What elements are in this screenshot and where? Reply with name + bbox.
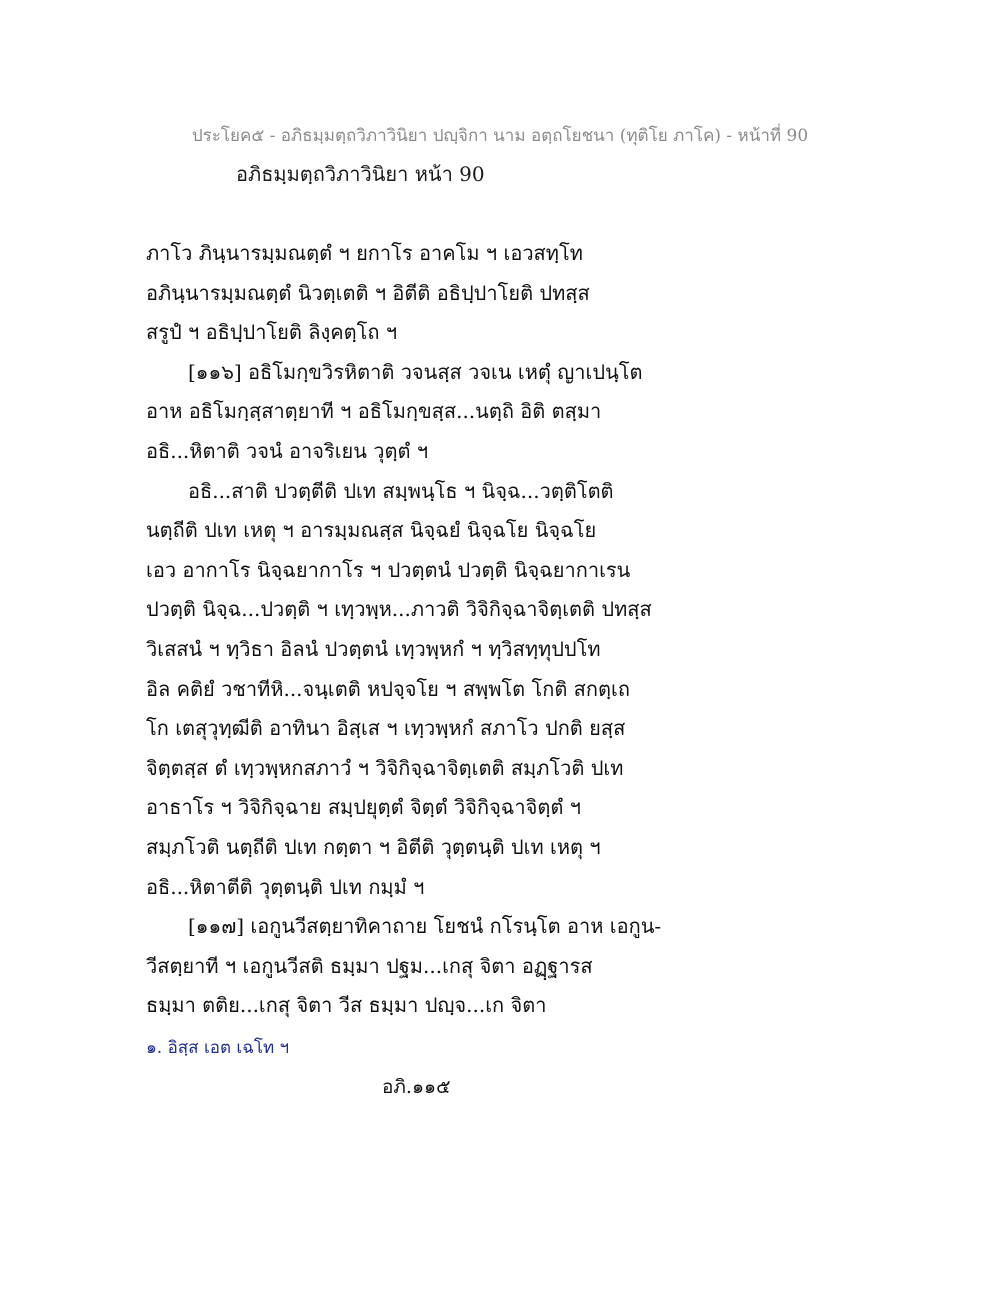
page-code: อภิ.๑๑๕ (382, 1076, 451, 1098)
text-line: สมฺภโวติ นตฺถีติ ปเท กตฺตา ฯ อิตีติ วุตฺตนฺติ ปเท เหตุ ฯ (146, 834, 601, 859)
text-line: [๑๑๗] เอกูนวีสตฺยาทิคาถาย โยชนํ กโรนฺโต อาห เอกูน- (188, 914, 662, 939)
text-line: อภินฺนารมฺมณตฺตํ นิวตฺเตติ ฯ อิตีติ อธิปฺปาโยติ ปทสฺส (146, 280, 590, 305)
text-line: นตฺถีติ ปเท เหตุ ฯ อารมฺมณสฺส นิจฺฉยํ นิจฺฉโย นิจฺฉโย (146, 518, 597, 543)
text-line: ปวตฺติ นิจฺฉ...ปวตฺติ ฯ เทฺวพฺห...ภาวติ วิจิกิจฺฉาจิตฺเตติ ปทสฺส (146, 597, 652, 622)
text-line: ภาโว ภินฺนารมฺมณตฺตํ ฯ ยกาโร อาคโม ฯ เอวสทฺโท (146, 241, 583, 265)
text-line: อธิ...หิตาติ วจนํ อาจริเยน วุตฺตํ ฯ (146, 438, 429, 463)
text-line: เอว อากาโร นิจฺฉยากาโร ฯ ปวตฺตนํ ปวตฺติ นิจฺฉยากาเรน (146, 557, 631, 582)
text-line: อาธาโร ฯ วิจิกิจฺฉาย สมฺปยุตฺตํ จิตฺตํ วิจิกิจฺฉาจิตฺตํ ฯ (146, 795, 581, 820)
text-line: อธิ...หิตาตีติ วุตฺตนฺติ ปเท กมฺมํ ฯ (146, 874, 425, 899)
text-line: อิล คติยํ วชาทีหิ...จนฺเตติ หปจฺจโย ฯ สพฺพโต โกติ สกตฺเถ (146, 676, 630, 701)
running-header: ประโยค๕ - อภิธมฺมตฺถวิภาวินิยา ปญฺจิกา นาม อตฺถโยชนา (ทุติโย ภาโค) - หน้าที่ 90 (191, 126, 809, 146)
body-text (146, 234, 866, 1026)
text-line: [๑๑๖] อธิโมกฺขวิรหิตาติ วจนสฺส วจเน เหตุํ ญาเปนฺโต (188, 359, 643, 384)
text-line: จิตฺตสฺส ตํ เทฺวพฺหกสภาวํ ฯ วิจิกิจฺฉาจิตฺเตติ สมฺภโวติ ปเท (146, 755, 624, 780)
page-title: อภิธมฺมตฺถวิภาวินิยา หน้า 90 (236, 162, 485, 186)
text-line: วีสตฺยาที ฯ เอกูนวีสติ ธมฺมา ปฐม...เกสุ จิตา อฏฺฐารส (146, 953, 593, 978)
text-line: อธิ...สาติ ปวตฺตีติ ปเท สมฺพนฺโธ ฯ นิจฺฉ...วตฺติโตติ (188, 478, 614, 503)
text-line: ธมฺมา ตติย...เกสุ จิตา วีส ธมฺมา ปญฺจ...เก จิตา (146, 993, 547, 1018)
text-line: อาห อธิโมกฺสฺสาตฺยาที ฯ อธิโมกฺขสฺส...นตฺถิ อิติ ตสฺมา (146, 399, 602, 424)
text-line: วิเสสนํ ฯ ทฺวิธา อิลนํ ปวตฺตนํ เทฺวพฺหกํ ฯ ทฺวิสทฺทุปปโท (146, 636, 601, 661)
text-line: โก เตสุวุทฺฒีติ อาทินา อิสฺเส ฯ เทฺวพฺหกํ สภาโว ปกติ ยสฺส (146, 716, 626, 741)
text-line: สรูปํ ฯ อธิปฺปาโยติ ลิงฺคตฺโถ ฯ (146, 320, 398, 345)
footnote: ๑. อิสฺส เอต เฉโท ฯ (146, 1038, 290, 1058)
